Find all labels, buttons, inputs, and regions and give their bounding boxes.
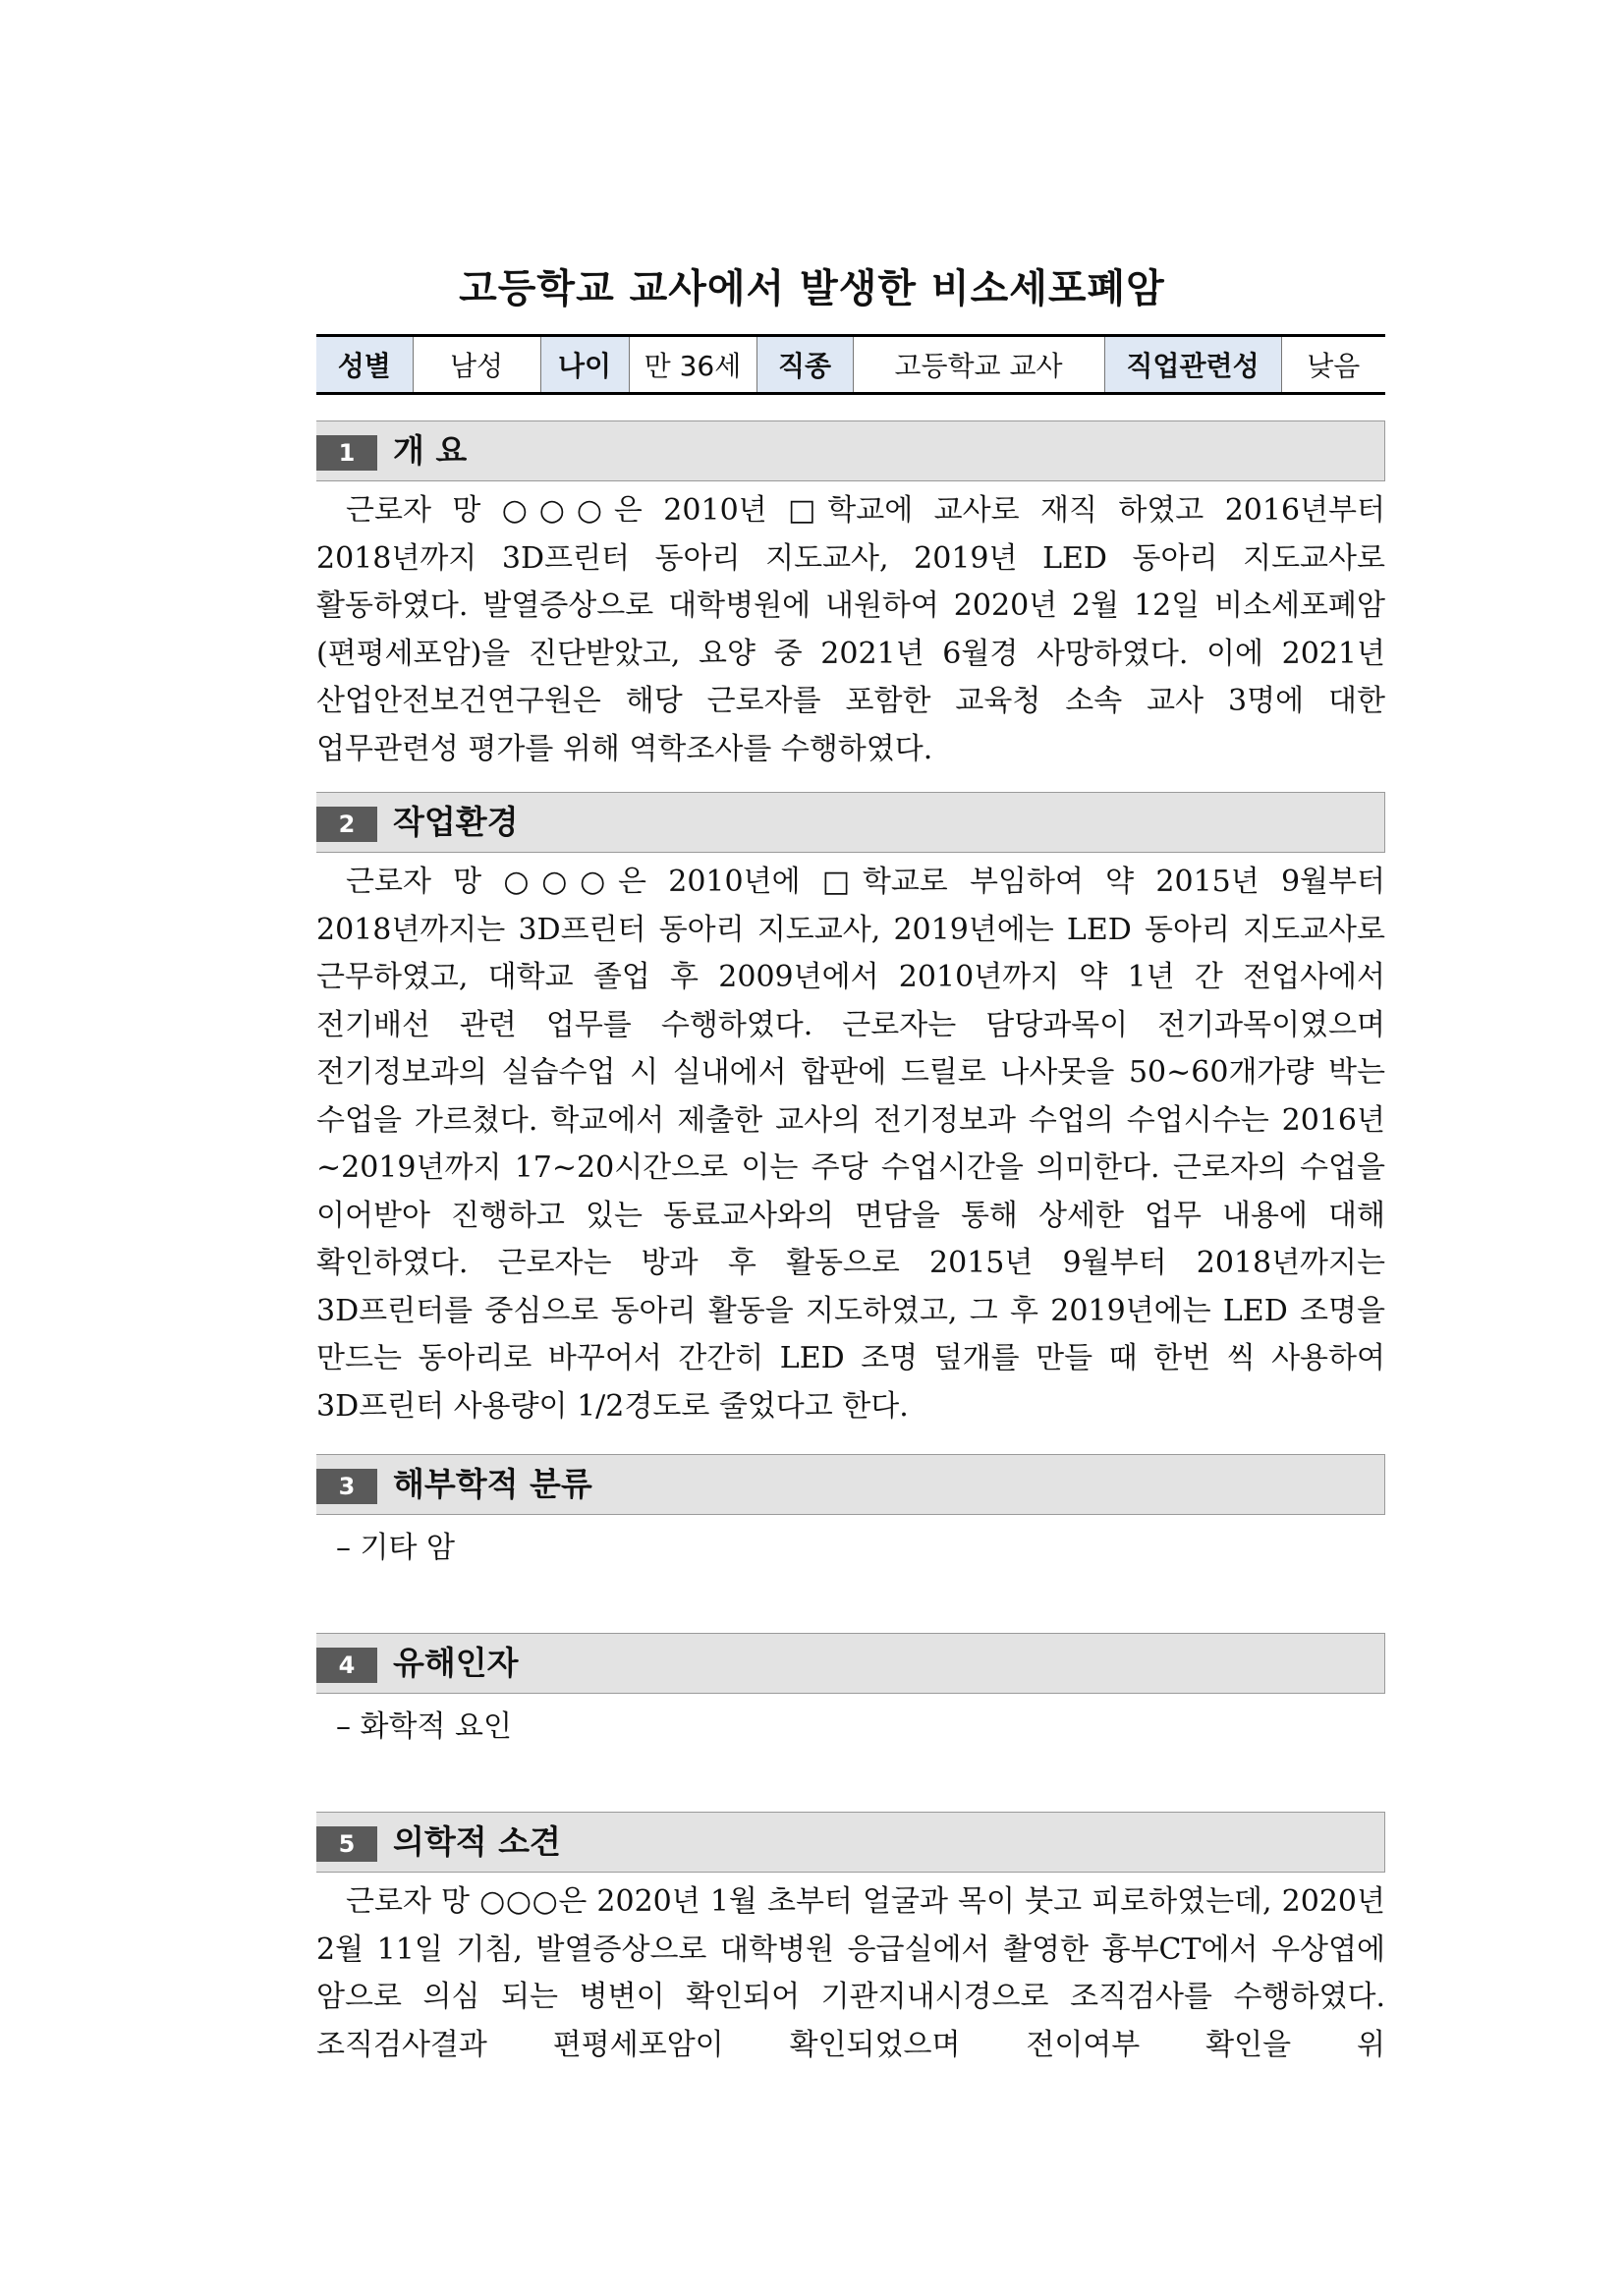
section-title: 유해인자 bbox=[393, 1644, 519, 1682]
gender-value: 남성 bbox=[413, 336, 540, 394]
section-header bbox=[316, 792, 1385, 853]
age-value: 만 36세 bbox=[629, 336, 756, 394]
info-table bbox=[316, 334, 1385, 395]
relevance-value: 낮음 bbox=[1281, 336, 1385, 394]
section-number: 1 bbox=[316, 435, 377, 471]
section-medical-findings bbox=[316, 1812, 1385, 2069]
section-header bbox=[316, 1633, 1385, 1694]
document-title: 고등학교 교사에서 발생한 비소세포폐암 bbox=[459, 266, 1165, 311]
section-title: 해부학적 분류 bbox=[393, 1465, 592, 1503]
section-number: 3 bbox=[316, 1469, 377, 1504]
section-header bbox=[316, 1812, 1385, 1873]
gender-label: 성별 bbox=[316, 336, 413, 394]
section-hazard-factors bbox=[316, 1633, 1385, 1751]
relevance-label: 직업관련성 bbox=[1104, 336, 1281, 394]
section-header bbox=[316, 420, 1385, 481]
section-work-environment bbox=[316, 792, 1385, 1430]
section-header bbox=[316, 1454, 1385, 1515]
age-label: 나이 bbox=[540, 336, 629, 394]
section-text: 근로자 망 ○○○은 2010년 □학교에 교사로 재직 하였고 2016년부터 2018년까지 3D프린터 동아리 지도교사, 2019년 LED 동아리 지도교사로 활동하였다. 발열증상으로 대학병원에 내원하여 2020년 2월 12일 비소세포폐암(편평세포암)을 진단받았고, 요양 중 2021년 6월경 사망하였다. 이에 2021년 산업안전보건연구원은 해당 근로자를 포함한 교육청 소속 교사 3명에 대한 업무관련성 평가를 위해 역학조사를 수행하였다. bbox=[316, 493, 1385, 766]
section-anatomical-classification bbox=[316, 1454, 1385, 1572]
section-overview bbox=[316, 420, 1385, 773]
job-value: 고등학교 교사 bbox=[853, 336, 1104, 394]
section-bullet: – 화학적 요인 bbox=[336, 1709, 512, 1744]
section-title: 작업환경 bbox=[393, 803, 519, 841]
section-text: 근로자 망 ○○○은 2020년 1월 초부터 얼굴과 목이 붓고 피로하였는데, 2020년 2월 11일 기침, 발열증상으로 대학병원 응급실에서 촬영한 흉부CT에서 우상엽에 암으로 의심 되는 병변이 확인되어 기관지내시경으로 조직검사를 수행하였다. 조직검사결과 편평세포암이 확인되었으며 전이여부 확인을 위 bbox=[316, 1884, 1385, 2062]
section-title: 개 요 bbox=[393, 431, 468, 470]
section-number: 4 bbox=[316, 1648, 377, 1683]
job-label: 직종 bbox=[756, 336, 853, 394]
section-title: 의학적 소견 bbox=[393, 1822, 561, 1861]
section-number: 5 bbox=[316, 1826, 377, 1862]
section-number: 2 bbox=[316, 807, 377, 842]
section-text: 근로자 망 ○○○은 2010년에 □학교로 부임하여 약 2015년 9월부터 2018년까지는 3D프린터 동아리 지도교사, 2019년에는 LED 동아리 지도교사로 근무하였고, 대학교 졸업 후 2009년에서 2010년까지 약 1년 간 전업사에서 전기배선 관련 업무를 수행하였다. 근로자는 담당과목이 전기과목이였으며 전기정보과의 실습수업 시 실내에서 합판에 드릴로 나사못을 50~60개가량 박는 수업을 가르쳤다. 학교에서 제출한 교사의 전기정보과 수업의 수업시수는 2016년~2019년까지 17~20시간으로 이는 주당 수업시간을 의미한다. 근로자의 수업을 이어받아 진행하고 있는 동료교사와의 면담을 통해 상세한 업무 내용에 대해 확인하였다. 근로자는 방과 후 활동으로 2015년 9월부터 2018년까지는 3D프린터를 중심으로 동아리 활동을 지도하였고, 그 후 2019년에는 LED 조명을 만드는 동아리로 바꾸어서 간간히 LED 조명 덮개를 만들 때 한번 씩 사용하여 3D프린터 사용량이 1/2경도로 줄었다고 한다. bbox=[316, 865, 1385, 1424]
section-bullet: – 기타 암 bbox=[336, 1531, 456, 1565]
